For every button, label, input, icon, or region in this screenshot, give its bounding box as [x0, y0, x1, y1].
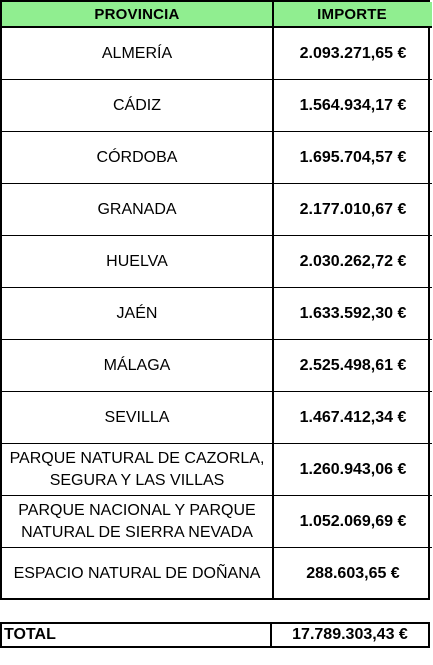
provincia-cell: MÁLAGA: [103, 356, 171, 374]
table-row: [2, 288, 432, 340]
importe-cell: 2.093.271,65 €: [272, 28, 432, 79]
importe-cell: 1.260.943,06 €: [272, 444, 432, 495]
provincia-cell: PARQUE NATURAL DE CAZORLA, SEGURA Y LAS VILLAS: [9, 449, 265, 489]
table-row: [2, 132, 432, 184]
table-row: [2, 80, 432, 132]
provincia-cell: JAÉN: [116, 304, 158, 322]
provincia-cell: HUELVA: [106, 252, 168, 270]
table-row: [2, 340, 432, 392]
provincia-cell: GRANADA: [97, 200, 177, 218]
total-row: [0, 622, 430, 648]
table-row: [2, 548, 432, 600]
total-label: TOTAL: [4, 626, 56, 643]
table-row: [2, 184, 432, 236]
table-row: [2, 444, 432, 496]
table-header: [2, 2, 432, 28]
header-importe: IMPORTE: [272, 2, 430, 26]
importe-cell: 2.525.498,61 €: [272, 340, 432, 391]
importe-cell: 288.603,65 €: [272, 548, 432, 600]
importe-cell: 1.695.704,57 €: [272, 132, 432, 183]
importe-cell: 1.467.412,34 €: [272, 392, 432, 443]
provincia-cell: ESPACIO NATURAL DE DOÑANA: [13, 565, 261, 582]
importe-cell: 2.177.010,67 €: [272, 184, 432, 235]
table-row: [2, 496, 432, 548]
provincia-cell: SEVILLA: [104, 408, 170, 426]
provincia-cell: PARQUE NACIONAL Y PARQUE NATURAL DE SIERRA NEVADA: [18, 501, 256, 541]
provincia-cell: ALMERÍA: [101, 44, 173, 62]
header-provincia: PROVINCIA: [94, 5, 180, 23]
total-value: 17.789.303,43 €: [270, 624, 428, 646]
provincia-cell: CÁDIZ: [113, 96, 161, 114]
table-row: [2, 392, 432, 444]
importe-cell: 1.564.934,17 €: [272, 80, 432, 131]
provincia-cell: CÓRDOBA: [96, 148, 178, 166]
importe-cell: 1.052.069,69 €: [272, 496, 432, 547]
importe-cell: 2.030.262,72 €: [272, 236, 432, 287]
table-row: [2, 236, 432, 288]
importe-cell: 1.633.592,30 €: [272, 288, 432, 339]
table-row: [2, 28, 432, 80]
